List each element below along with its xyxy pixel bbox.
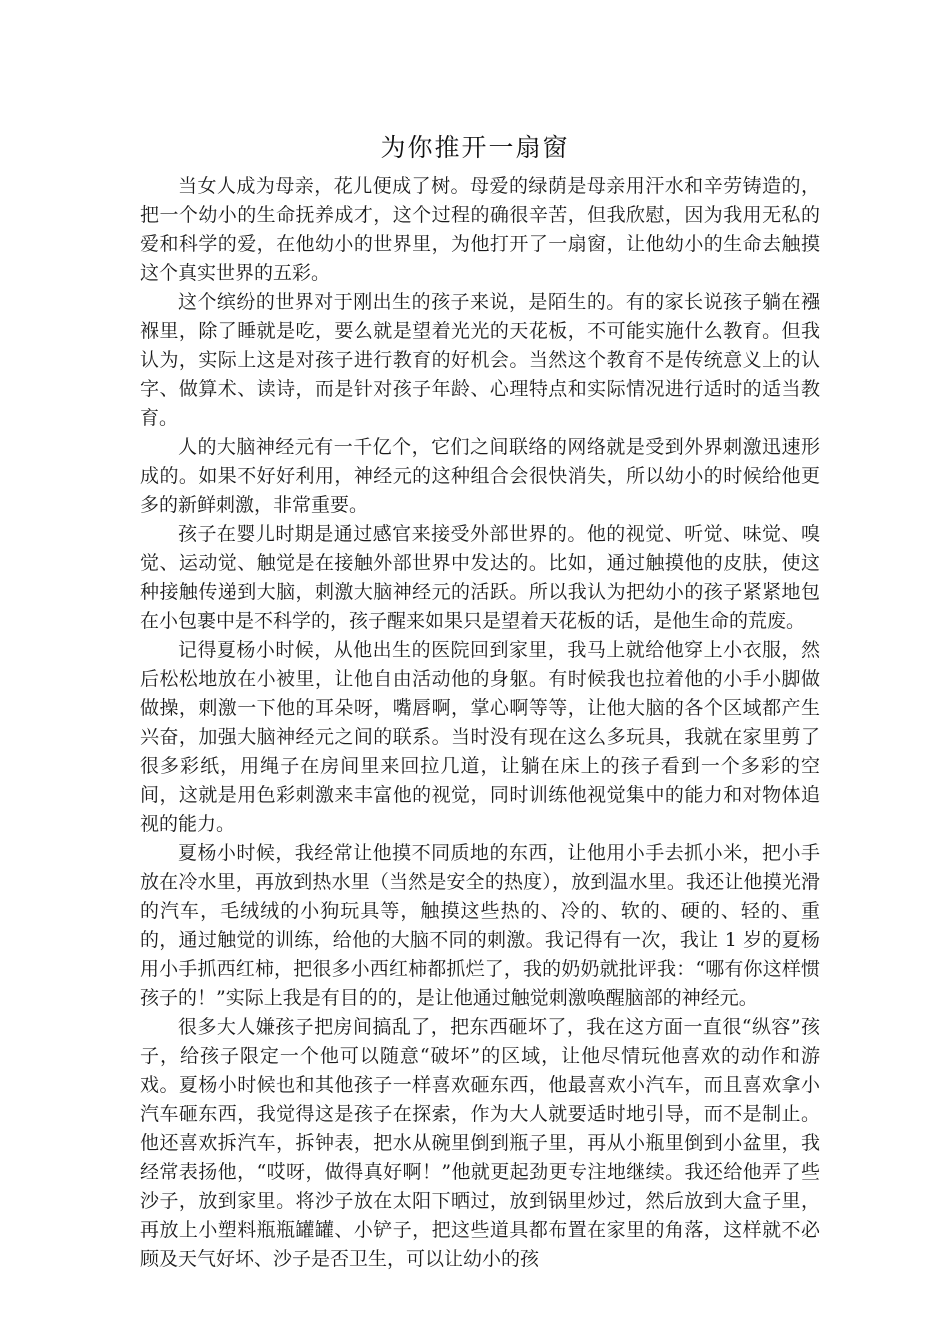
paragraph-7: 很多大人嫌孩子把房间搞乱了，把东西砸坏了，我在这方面一直很“纵容”孩子，给孩子限定一个他可以随意“破坏”的区域，让他尽情玩他喜欢的动作和游戏。夏杨小时候也和其他孩子一样喜欢砸东西，他最喜欢小汽车，而且喜欢拿小汽车砸东西，我觉得这是孩子在探索，作为大人就要适时地引导，而不是制止。他还喜欢拆汽车，拆钟表，把水从碗里倒到瓶子里，再从小瓶里倒到小盆里，我经常表扬他，“哎呀，做得真好啊！”他就更起劲更专注地继续。我还给他弄了些沙子，放到家里。将沙子放在太阳下晒过，放到锅里炒过，然后放到大盒子里，再放上小塑料瓶瓶罐罐、小铲子，把这些道具都布置在家里的角落，这样就不必顾及天气好坏、沙子是否卫生，可以让幼小的孩 [140,1016,820,1270]
paragraph-6: 夏杨小时候，我经常让他摸不同质地的东西，让他用小手去抓小米，把小手放在冷水里，再放到热水里（当然是安全的热度），放到温水里。我还让他摸光滑的汽车，毛绒绒的小狗玩具等，触摸这些热的、冷的、软的、硬的、轻的、重的，通过触觉的训练，给他的大脑不同的刺激。我记得有一次，我让 1 岁的夏杨用小手抓西红柿，把很多小西红柿都抓烂了，我的奶奶就批评我：“哪有你这样惯孩子的！”实际上我是有目的的，是让他通过触觉刺激唤醒脑部的神经元。 [140,842,820,1009]
document-body [140,172,820,1274]
document-title: 为你推开一扇窗 [380,133,570,162]
paragraph-2: 这个缤纷的世界对于刚出生的孩子来说，是陌生的。有的家长说孩子躺在襁褓里，除了睡就是吃，要么就是望着光光的天花板，不可能实施什么教育。但我认为，实际上这是对孩子进行教育的好机会。当然这个教育不是传统意义上的认字、做算术、读诗，而是针对孩子年龄、心理特点和实际情况进行适时的适当教育。 [140,291,820,429]
paragraph-4: 孩子在婴儿时期是通过感官来接受外部世界的。他的视觉、听觉、味觉、嗅觉、运动觉、触觉是在接触外部世界中发达的。比如，通过触摸他的皮肤，使这种接触传递到大脑，刺激大脑神经元的活跃。所以我认为把幼小的孩子紧紧地包在小包裹中是不科学的，孩子醒来如果只是望着天花板的话，是他生命的荒废。 [140,523,820,632]
paragraph-5: 记得夏杨小时候，从他出生的医院回到家里，我马上就给他穿上小衣服，然后松松地放在小被里，让他自由活动他的身躯。有时候我也拉着他的小手小脚做做操，刺激一下他的耳朵呀，嘴唇啊，掌心啊等等，让他大脑的各个区域都产生兴奋，加强大脑神经元之间的联系。当时没有现在这么多玩具，我就在家里剪了很多彩纸，用绳子在房间里来回拉几道，让躺在床上的孩子看到一个多彩的空间，这就是用色彩刺激来丰富他的视觉，同时训练他视觉集中的能力和对物体追视的能力。 [140,639,820,835]
paragraph-3: 人的大脑神经元有一千亿个，它们之间联络的网络就是受到外界刺激迅速形成的。如果不好好利用，神经元的这种组合会很快消失，所以幼小的时候给他更多的新鲜刺激，非常重要。 [140,436,820,516]
paragraph-1: 当女人成为母亲，花儿便成了树。母爱的绿荫是母亲用汗水和辛劳铸造的，把一个幼小的生命抚养成才，这个过程的确很辛苦，但我欣慰，因为我用无私的爱和科学的爱，在他幼小的世界里，为他打开了一扇窗，让他幼小的生命去触摸这个真实世界的五彩。 [140,175,820,284]
